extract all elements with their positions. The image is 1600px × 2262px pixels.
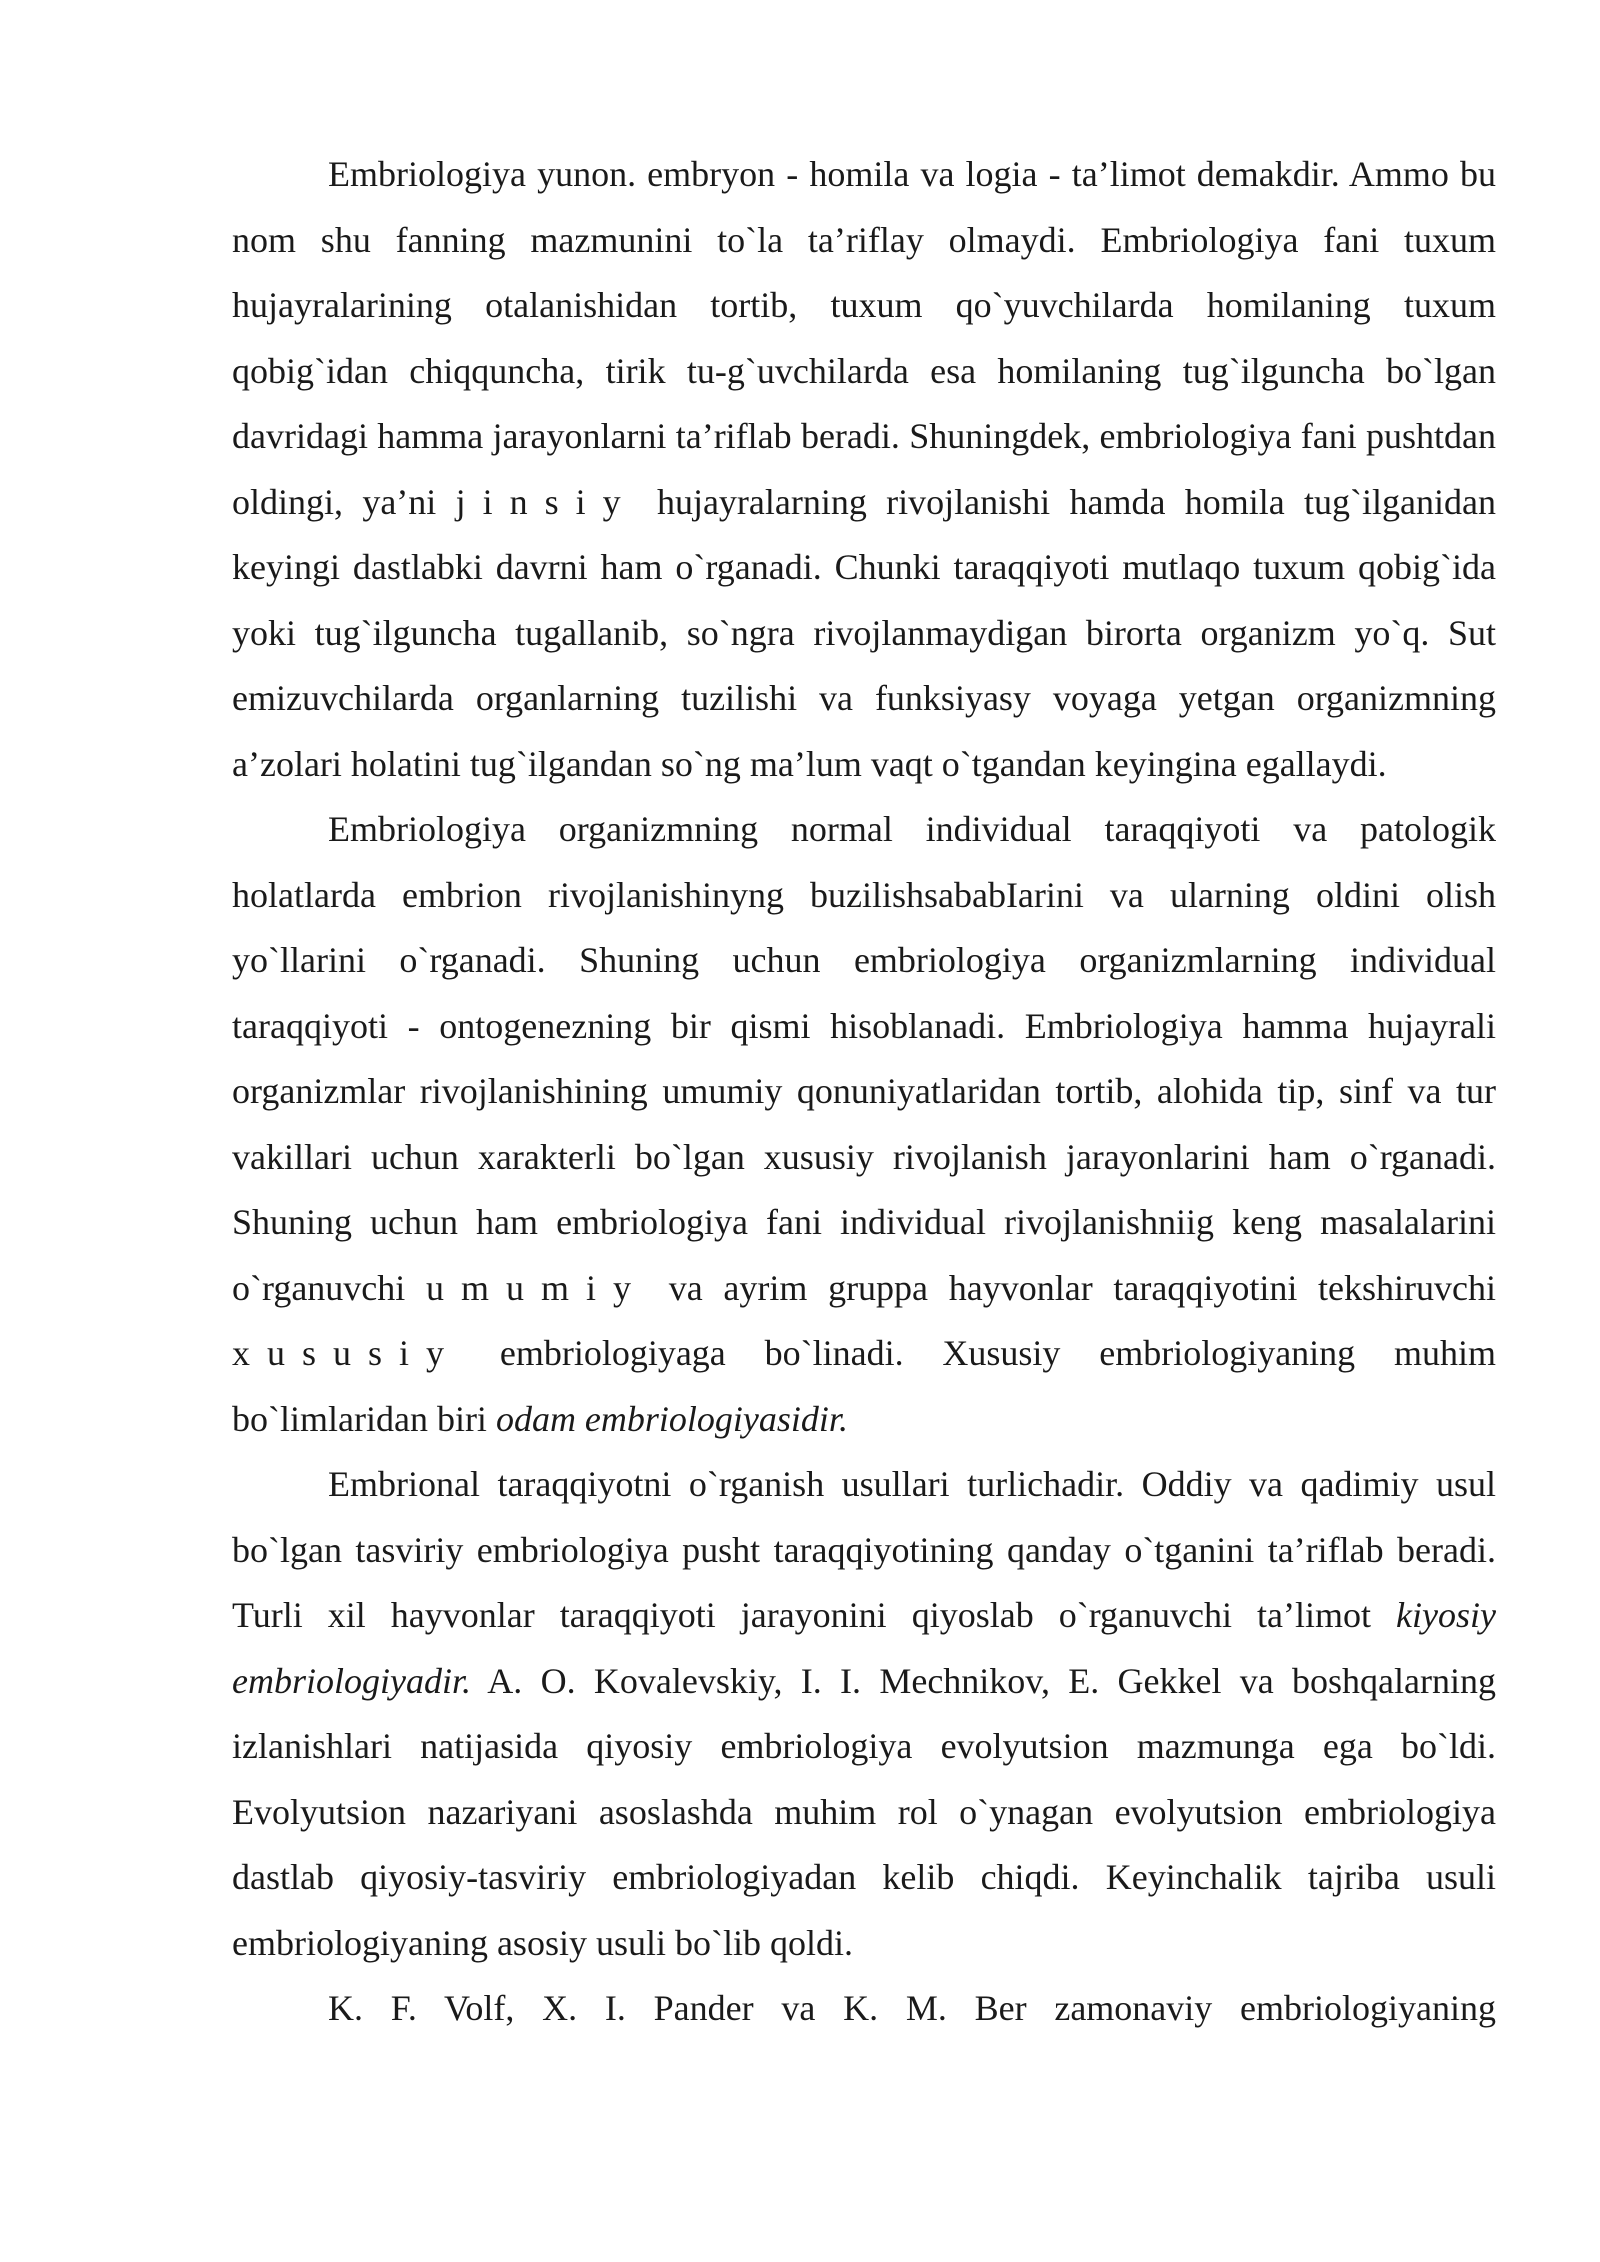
paragraph-1-text-b: hujayralarning rivojlanishi hamda homila tug`ilganidan keyingi dastlabki davrni ham o`rganadi. Chunki taraqqiyoti mutlaqo tuxum qobig`ida yoki tug`ilguncha tugallanib, so`ngra rivojlanmaydigan birorta organizm yo`q. Sut emizuvchilarda organlarning tuzilishi va funksiyasy voyaga yetgan organizmning a’zolari holatini tug`ilgandan so`ng ma’lum vaqt o`tgandan keyingina egallaydi. — [232, 481, 1496, 784]
paragraph-3-italic-term: kiyosiy embriologiyadir. — [232, 1595, 1496, 1701]
paragraph-1-spaced-term: jinsiy — [455, 481, 638, 522]
paragraph-3-text-a: Embrional taraqqiyotni o`rganish usullari turlichadir. Oddiy va qadimiy usul bo`lgan tasviriy embriologiya pusht taraqqiyotining qanday o`tganini ta’riflab beradi. Turli xil hayvonlar taraqqiyoti jarayonini qiyoslab o`rganuvchi ta’limot — [232, 1464, 1496, 1635]
body-text — [232, 142, 1496, 2042]
paragraph-2-spaced-term-umumiy: umumiy — [426, 1267, 649, 1308]
paragraph-2-text-b: va ayrim gruppa hayvonlar taraqqiyotini tekshiruvchi — [648, 1267, 1497, 1308]
paragraph-2-spaced-term-xususiy: xususiy — [232, 1333, 462, 1373]
paragraph-2-text-c: embriologiyaga bo`linadi. Xususiy embriologiyaning muhim bo`limlaridan biri — [232, 1333, 1496, 1439]
paragraph-2-text-a: Embriologiya organizmning normal individual taraqqiyoti va patologik holatlarda embrion rivojlanishinyng buzilishsababIarini va ularning oldini olish yo`llarini o`rganadi. Shuning uchun embriologiya organizmlarning individual taraqqiyoti - ontogenezning bir qismi hisoblanadi. Embriologiya hamma hujayrali organizmlar rivojlanishining umumiy qonuniyatlaridan tortib, alohida tip, sinf va tur vakillari uchun xarakterli bo`lgan xususiy rivojlanish jarayonlarini ham o`rganadi. Shuning uchun ham embriologiya fani individual rivojlanishniig keng masalalarini o`rganuvchi — [232, 809, 1496, 1308]
paragraph-3 — [232, 1452, 1496, 1976]
paragraph-4 — [232, 1976, 1496, 2042]
paragraph-3-text-b: A. O. Kovalevskiy, I. I. Mechnikov, E. Gekkel va boshqalarning izlanishlari natijasida qiyosiy embriologiya evolyutsion mazmunga ega bo`ldi. Evolyutsion nazariyani asoslashda muhim rol o`ynagan evolyutsion embriologiya dastlab qiyosiy-tasviriy embriologiyadan kelib chiqdi. Keyinchalik tajriba usuli embriologiyaning asosiy usuli bo`lib qoldi. — [232, 1660, 1496, 1963]
paragraph-2 — [232, 797, 1496, 1452]
paragraph-2-italic-term: odam embriologiyasidir. — [495, 1398, 848, 1439]
paragraph-4-text: K. F. Volf, X. I. Pander va K. M. Ber zamonaviy embriologiyaning — [328, 1988, 1496, 2028]
paragraph-1-text-a: Embriologiya yunon. embryon - homila va logia - ta’limot demakdir. Ammo bu nom shu fanning mazmunini to`la ta’riflay olmaydi. Embriologiya fani tuxum hujayralarining otalanishidan tortib, tuxum qo`yuvchilarda homilaning tuxum qobig`idan chiqquncha, tirik tu-g`uvchilarda esa homilaning tug`ilguncha bo`lgan davridagi hamma jarayonlarni ta’riflab beradi. Shuningdek, embriologiya fani pushtdan oldingi, ya’ni — [232, 154, 1496, 522]
paragraph-1 — [232, 142, 1496, 797]
